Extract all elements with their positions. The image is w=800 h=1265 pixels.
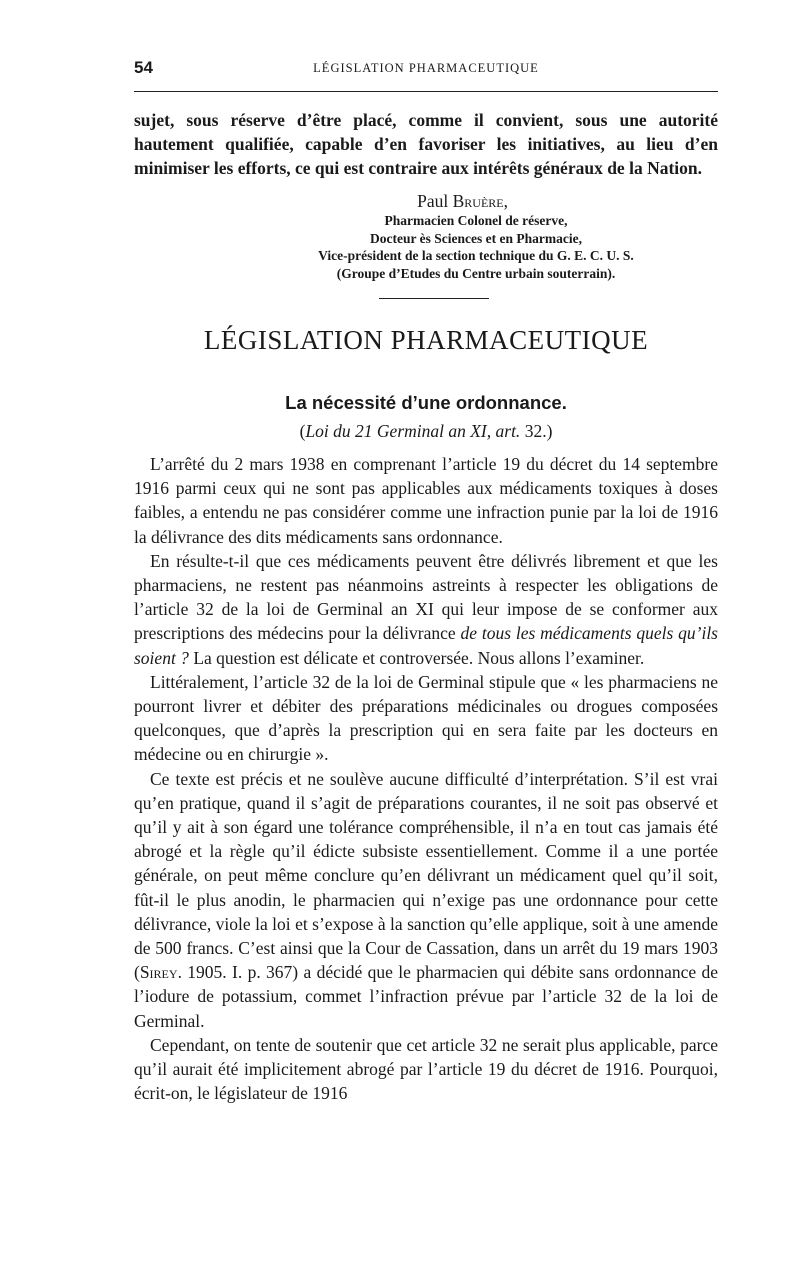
law-reference-open: (: [299, 421, 306, 441]
paragraph: Littéralement, l’article 32 de la loi de Germinal stipule que « les pharmaciens ne pourront livrer et débiter des préparations médicinales ou drogues composées quelconques, que d’après la prescription qui en sera faite par les docteurs en médecine ou en chirurgie ».: [134, 671, 718, 765]
book-page: [134, 0, 718, 1265]
opening-paragraph: [134, 108, 718, 181]
page-number: 54: [134, 58, 153, 77]
header-rule: [134, 91, 718, 92]
paragraph: L’arrêté du 2 mars 1938 en comprenant l’article 19 du décret du 14 septembre 1916 parmi ceux qui ne sont pas applicables aux médicaments toxiques à doses faibles, a entendu ne pas considérer comme une infraction punie par la loi de 1916 la délivrance des dits médicaments sans ordonnance.: [134, 454, 718, 547]
signature-first-name: Paul: [417, 191, 449, 211]
opening-text: sujet, sous réserve d’être placé, comme il convient, sous une autorité hautement qualifiée, capable d’en favoriser les initiatives, au lieu d’en minimiser les efforts, ce qui est contraire aux intérêts généraux de la Nation.: [134, 110, 718, 179]
paragraph-text: Ce texte est précis et ne soulève aucune difficulté d’interprétation. S’il est vrai qu’en pratique, quand il s’agit de préparations courantes, il ne soit pas observé et qu’il y ait à son égard une tolérance compréhensible, il n’a en tout cas jamais été abrogé et la règle qu’il édicte subsiste essentiellement. Comme il a une portée générale, on peut même conclure qu’en délivrant un médicament quel qu’il soit, fût-il le plus anodin, le pharmacien qui n’exige pas une ordonnance pour cette délivrance, viole la loi et s’expose à la sanction qu’elle applique, soit à une amende de 500 francs. C’est ainsi que la Cour de Cassation, dans un arrêt du 19 mars 1903 (: [134, 768, 718, 983]
paragraph-italic: de tous les médicaments quels qu’ils soient ?: [134, 623, 718, 668]
signature-line: (Groupe d’Etudes du Centre urbain souterrain).: [336, 265, 616, 281]
paragraph: Cependant, on tente de soutenir que cet article 32 ne serait plus applicable, parce qu’il aurait été implicitement abrogé par l’article 19 du décret de 1916. Pourquoi, écrit-on, le législateur de 1916: [134, 1034, 718, 1104]
signature-name: [134, 190, 718, 212]
section-divider: [379, 298, 489, 299]
signature-block: [134, 190, 718, 282]
paragraph: [134, 767, 718, 1033]
running-title: LÉGISLATION PHARMACEUTIQUE: [313, 61, 539, 75]
law-reference-italic: Loi du 21 Germinal an XI, art.: [305, 421, 521, 441]
running-head: [134, 58, 718, 80]
paragraph-text: En résulte-t-il que ces médicaments peuvent être délivrés librement et que les pharmaciens, ne restent pas néanmoins astreints à respecter les obligations de l’article 32 de la loi de Germinal an XI qui leur impose de se conformer aux prescriptions des médecins pour la délivrance: [134, 550, 718, 644]
paragraph: [134, 549, 718, 670]
section-subtitle: La nécessité d’une ordonnance.: [285, 392, 567, 413]
signature-line: Docteur ès Sciences et en Pharmacie,: [370, 230, 582, 246]
article-body: [134, 452, 718, 1105]
paragraph-text: . 1905. I. p. 367) a décidé que le pharmacien qui débite sans ordonnance de l’iodure de potassium, commet l’infraction prévue par l’article 32 de la loi de Germinal.: [134, 962, 718, 1031]
signature-line: Pharmacien Colonel de réserve,: [384, 213, 568, 228]
signature-last-name: Bruère,: [452, 191, 508, 211]
law-reference-close: 32.): [520, 421, 553, 441]
citation-source: Sirey: [139, 962, 178, 983]
signature-line: Vice-président de la section technique du G. E. C. U. S.: [318, 248, 634, 263]
law-reference: [134, 419, 718, 443]
paragraph-text: La question est délicate et controversée. Nous allons l’examiner.: [188, 647, 645, 668]
section-title: LÉGISLATION PHARMACEUTIQUE: [203, 325, 649, 355]
